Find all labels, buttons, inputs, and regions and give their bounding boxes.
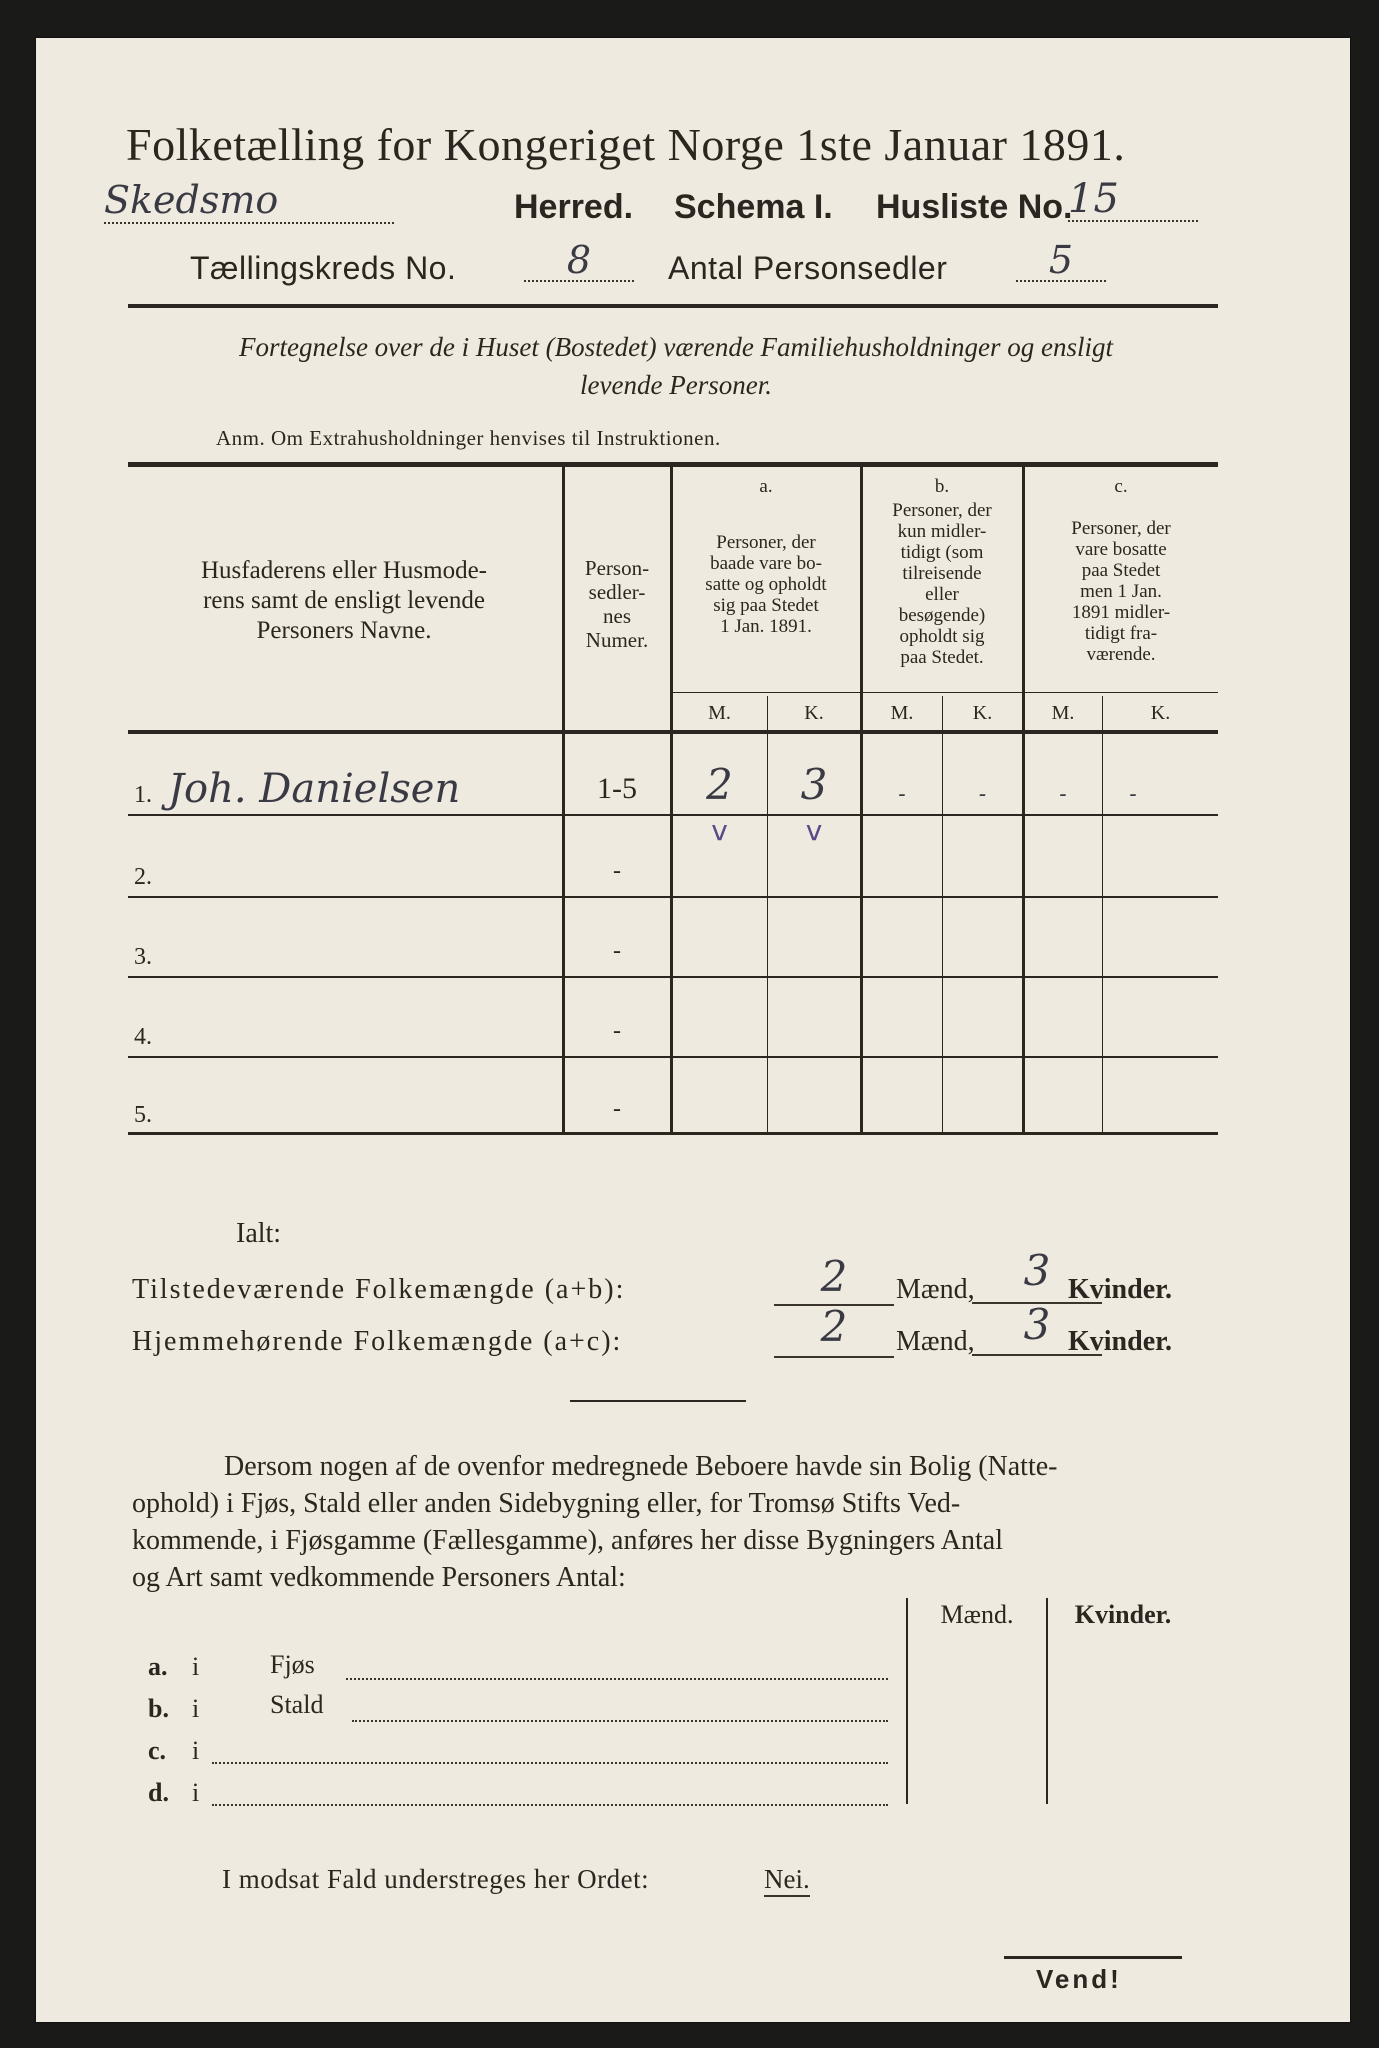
header-a: Personer, der baade vare bo- satte og opholdt sig paa Stedet 1 Jan. 1891. [705, 532, 827, 637]
row-b-k-value: - [978, 782, 987, 807]
header-b-letter: b. [934, 476, 950, 497]
schema-label: Schema I. [674, 188, 833, 226]
header-a-letter: a. [759, 476, 773, 497]
row-c-k-value: - [1129, 782, 1137, 807]
table-row-number: 4. [134, 1024, 152, 1050]
row-rule-2 [128, 896, 1218, 898]
section-divider [570, 1400, 746, 1402]
antal-value: 5 [1016, 238, 1106, 282]
census-form-page [36, 38, 1350, 2022]
row-b-m-value: - [898, 782, 906, 807]
taellingskreds-value: 8 [524, 238, 634, 282]
hjemme-kvinder-word: Kvinder. [1068, 1326, 1172, 1357]
bygning-item-letter: c. [148, 1736, 167, 1765]
husliste-label: Husliste No. [876, 188, 1073, 226]
tilstede-kvinder-word: Kvinder. [1068, 1274, 1172, 1305]
header-names: Husfaderens eller Husmode- rens samt de ensligt levende Personers Navne. [200, 557, 487, 644]
row-a-k-check: v [805, 814, 823, 847]
bygning-item-label: Stald [270, 1690, 324, 1719]
bygning-item-letter: b. [148, 1694, 169, 1723]
tilstede-label: Tilstedeværende Folkemængde (a+b): [132, 1274, 626, 1305]
header-c-letter: c. [1114, 476, 1128, 497]
bygning-maend-header: Mænd. [940, 1600, 1014, 1629]
row-rule-3 [128, 976, 1218, 978]
vend-rule [1004, 1956, 1182, 1959]
anm-note: Anm. Om Extrahusholdninger henvises til Instruktionen. [216, 426, 721, 450]
hjemme-maend-value: 2 [774, 1302, 894, 1358]
bygning-item-label: Fjøs [270, 1650, 315, 1679]
row-personsedler: - [613, 1096, 621, 1122]
subtitle-line2: levende Personer. [580, 370, 772, 400]
nei-word: Nei. [764, 1864, 810, 1897]
b-k-label: K. [972, 702, 993, 724]
a-m-label: M. [708, 702, 731, 724]
row-a-m-value: 2 [706, 760, 733, 809]
table-row-number: 3. [134, 944, 152, 970]
header-c: Personer, der vare bosatte paa Stedet men 1 Jan. 1891 midler- tidigt fra- værende. [1071, 518, 1171, 665]
table-header-rule [128, 730, 1218, 734]
ialt-label: Ialt: [236, 1218, 282, 1249]
bygning-item-letter: d. [148, 1778, 169, 1807]
bygning-kvinder-header: Kvinder. [1074, 1600, 1172, 1629]
bygning-item-dotted-line [346, 1654, 888, 1680]
bygning-item-prep: i [192, 1694, 200, 1723]
vend-label: Vend! [1036, 1964, 1122, 1994]
bygning-item-dotted-line [212, 1738, 888, 1764]
table-row-number: 5. [134, 1102, 152, 1128]
c-m-label: M. [1051, 702, 1075, 724]
row-rule-4 [128, 1056, 1218, 1058]
hjemme-label: Hjemmehørende Folkemængde (a+c): [132, 1326, 623, 1357]
row-c-m-value: - [1059, 782, 1067, 807]
bygning-item-prep: i [192, 1778, 200, 1807]
bygning-item-letter: a. [148, 1652, 168, 1681]
row-name: Joh. Danielsen [168, 766, 461, 812]
row-personsedler: 1-5 [597, 772, 637, 805]
taellingskreds-label: Tællingskreds No. [190, 250, 457, 286]
modsat-fald-text: I modsat Fald understreges her Ordet: [222, 1864, 650, 1894]
mk-subheader-rule [672, 692, 1218, 693]
table-row-number: 2. [134, 864, 152, 890]
table-top-rule [128, 462, 1218, 467]
col-divider-c-mk [1102, 696, 1103, 1132]
hjemme-kvinder-value: 3 [972, 1300, 1102, 1356]
herred-value: Skedsmo [104, 178, 394, 224]
bygning-item-dotted-line [352, 1696, 888, 1722]
tilstede-maend-value: 2 [774, 1252, 894, 1306]
tilstede-maend-word: Mænd, [896, 1274, 975, 1305]
header-b: Personer, der kun midler- tidigt (som tilreisende eller besøgende) opholdt sig paa Stedet. [892, 500, 992, 668]
husliste-value: 15 [1068, 176, 1198, 222]
bygning-item-dotted-line [212, 1780, 888, 1806]
antal-label: Antal Personsedler [668, 250, 948, 286]
table-bottom-rule [128, 1132, 1218, 1135]
row-personsedler: - [613, 938, 621, 964]
bygning-item-prep: i [192, 1736, 200, 1765]
bygning-item-prep: i [192, 1652, 200, 1681]
bygning-paragraph: Dersom nogen af de ovenfor medregnede Beboere havde sin Bolig (Natte- ophold) i Fjøs, Stald eller anden Sidebygning eller, for Tromsø Stifts Ved- kommende, i Fjøsgamme (Fællesgamme), anføres her disse Bygningers Antal og Art samt vedkommende Personers Antal: [132, 1451, 1058, 1593]
table-row-number: 1. [134, 782, 152, 808]
title-rule [128, 304, 1218, 308]
form-title: Folketælling for Kongeriget Norge 1ste Januar 1891. [126, 119, 1126, 170]
subtitle-line1: Fortegnelse over de i Huset (Bostedet) værende Familiehusholdninger og ensligt [238, 332, 1114, 362]
a-k-label: K. [804, 702, 824, 724]
b-m-label: M. [890, 702, 914, 724]
header-personsedler-numer: Person- sedler- nes Numer. [584, 556, 650, 652]
tilstede-kvinder-value: 3 [972, 1246, 1102, 1304]
row-personsedler: - [613, 858, 621, 884]
herred-label: Herred. [514, 188, 634, 226]
c-k-label: K. [1150, 702, 1171, 724]
row-a-m-check: v [711, 814, 728, 847]
col-divider-b-mk [942, 696, 943, 1132]
row-a-k-value: 3 [800, 760, 828, 809]
row-personsedler: - [613, 1018, 621, 1044]
hjemme-maend-word: Mænd, [896, 1326, 975, 1357]
